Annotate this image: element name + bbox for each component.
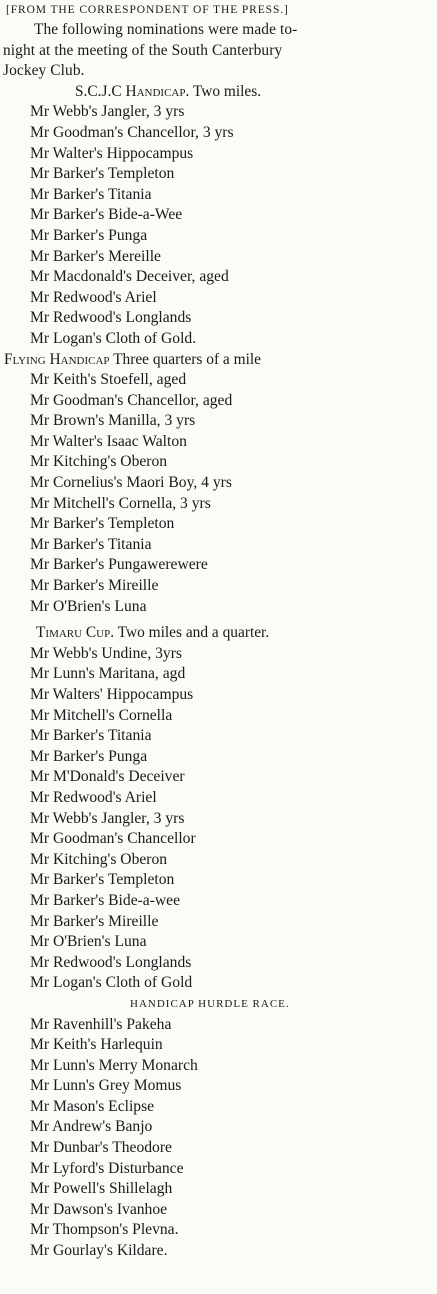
race-scjc-handicap: [0, 82, 437, 350]
race-title: HANDICAP HURDLE RACE.: [130, 997, 290, 1010]
race-distance: Three quarters of a mile: [113, 350, 261, 368]
nomination-entry: Mr Kitching's Oberon: [30, 453, 168, 471]
race-title: Timaru Cup.: [36, 624, 115, 642]
nomination-entry: Mr Keith's Stoefell, aged: [30, 371, 187, 389]
nomination-entry: Mr Macdonald's Deceiver, aged: [30, 268, 229, 286]
race-title: Flying Handicap: [4, 350, 110, 368]
race-flying-handicap: [0, 350, 437, 618]
nomination-entry: Mr Walter's Hippocampus: [30, 144, 194, 162]
nomination-entry: Mr Dunbar's Theodore: [30, 1139, 172, 1157]
nomination-entry: Mr Barker's Titania: [30, 727, 152, 745]
nomination-entry: Mr Barker's Templeton: [30, 515, 175, 533]
race-handicap-hurdle: [0, 994, 437, 1262]
intro-line: The following nominations were made to-: [34, 21, 298, 38]
nomination-entry: Mr Barker's Mireille: [30, 577, 159, 595]
nomination-entry: Mr Ravenhill's Pakeha: [30, 1015, 172, 1033]
nomination-entry: Mr Redwood's Longlands: [30, 309, 192, 327]
nomination-entry: Mr Webb's Jangler, 3 yrs: [30, 103, 185, 121]
nomination-entry: Mr Barker's Punga: [30, 226, 148, 244]
nomination-entry: Mr Mason's Eclipse: [30, 1097, 155, 1115]
correspondent-header: [FROM THE CORRESPONDENT OF THE PRESS.]: [6, 4, 289, 16]
nomination-entry: Mr Barker's Titania: [30, 535, 152, 553]
nomination-entry: Mr Goodman's Chancellor, 3 yrs: [30, 123, 234, 141]
nomination-entry: Mr Barker's Mereille: [30, 247, 161, 265]
nomination-entry: Mr Barker's Mireille: [30, 912, 159, 930]
race-heading: [0, 350, 437, 371]
nomination-entry: Mr Lunn's Maritana, agd: [30, 665, 186, 683]
nomination-entry: Mr Thompson's Plevna.: [30, 1221, 179, 1239]
nomination-entry: Mr Barker's Templeton: [30, 871, 175, 889]
nomination-entry: Mr Andrew's Banjo: [30, 1118, 153, 1136]
nomination-entry: Mr Walters' Hippocampus: [30, 686, 194, 703]
race-title: S.C.J.C Handicap.: [75, 82, 190, 100]
nomination-entry: Mr Keith's Harlequin: [30, 1036, 163, 1054]
nomination-entry: Mr Mitchell's Cornella, 3 yrs: [30, 494, 211, 512]
nomination-entry: Mr Barker's Bide-a-Wee: [30, 206, 183, 224]
nomination-entry: Mr Gourlay's Kildare.: [30, 1242, 168, 1260]
nomination-entry: Mr Lyford's Disturbance: [30, 1159, 184, 1177]
nomination-entry: Mr Redwood's Longlands: [30, 953, 192, 971]
nomination-entry: Mr Brown's Manilla, 3 yrs: [30, 412, 196, 430]
nomination-entry: Mr Barker's Templeton: [30, 165, 175, 183]
nomination-entry: Mr O'Brien's Luna: [30, 597, 147, 615]
intro-line: night at the meeting of the South Canterbury: [3, 41, 283, 59]
race-distance: Two miles.: [192, 82, 262, 100]
nomination-entry: Mr Barker's Titania: [30, 185, 152, 203]
nomination-entry: Mr Redwood's Ariel: [30, 288, 157, 306]
nomination-entry: Mr Lunn's Grey Momus: [30, 1077, 182, 1095]
race-heading: [0, 994, 437, 1015]
nomination-entry: Mr Goodman's Chancellor: [30, 830, 196, 848]
race-heading: [0, 623, 437, 644]
nomination-entry: Mr Barker's Punga: [30, 747, 148, 765]
nomination-entry: Mr Mitchell's Cornella: [30, 706, 173, 724]
nomination-entry: Mr O'Brien's Luna: [30, 933, 147, 951]
nomination-entry: Mr Powell's Shillelagh: [30, 1180, 173, 1198]
race-timaru-cup: [0, 623, 437, 994]
race-distance: Two miles and a quarter.: [117, 624, 270, 642]
nomination-entry: Mr Walter's Isaac Walton: [30, 432, 187, 450]
nomination-entry: Mr Lunn's Merry Monarch: [30, 1056, 198, 1074]
nomination-entry: Mr Dawson's Ivanhoe: [30, 1200, 168, 1218]
nomination-entry: Mr Cornelius's Maori Boy, 4 yrs: [30, 474, 232, 492]
nomination-entry: Mr Redwood's Ariel: [30, 788, 157, 806]
nomination-entry: Mr Webb's Jangler, 3 yrs: [30, 809, 185, 827]
nomination-entry: Mr Logan's Cloth of Gold: [30, 974, 193, 992]
intro-line: Jockey Club.: [3, 62, 85, 80]
nomination-entry: Mr Barker's Bide-a-wee: [30, 891, 181, 909]
race-heading: [0, 82, 437, 103]
nomination-entry: Mr Webb's Undine, 3yrs: [30, 644, 182, 662]
nomination-entry: Mr Barker's Pungawerewere: [30, 556, 208, 574]
nomination-entry: Mr Goodman's Chancellor, aged: [30, 391, 233, 409]
nomination-entry: Mr Logan's Cloth of Gold.: [30, 329, 197, 347]
nomination-entry: Mr M'Donald's Deceiver: [30, 768, 185, 786]
nomination-entry: Mr Kitching's Oberon: [30, 850, 168, 868]
